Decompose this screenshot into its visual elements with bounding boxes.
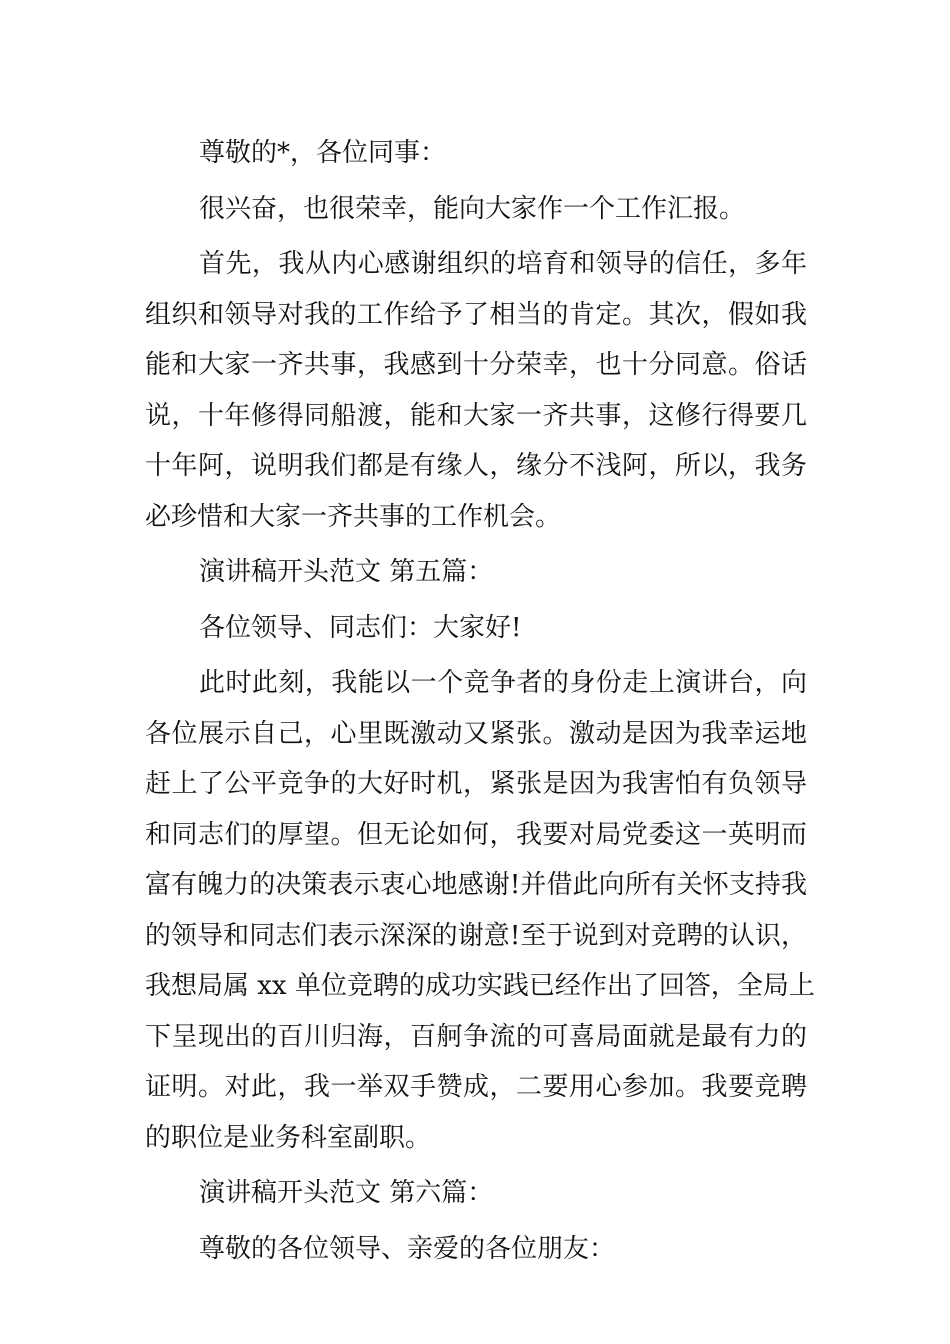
text-line: 能和大家一齐共事，我感到十分荣幸，也十分同意。俗话 bbox=[145, 350, 807, 380]
body-paragraph bbox=[145, 239, 807, 542]
text-line: 十年阿，说明我们都是有缘人，缘分不浅阿，所以，我务 bbox=[145, 451, 807, 481]
text-line: 演讲稿开头范文 第五篇： bbox=[199, 557, 494, 587]
text-line: 首先，我从内心感谢组织的培育和领导的信任，多年 bbox=[199, 249, 807, 279]
text-line: 尊敬的*，各位同事： bbox=[199, 138, 447, 168]
text-line: 各位展示自己，心里既激动又紧张。激动是因为我幸运地 bbox=[145, 718, 807, 749]
greeting-paragraph bbox=[145, 603, 807, 654]
text-line: 必珍惜和大家一齐共事的工作机会。 bbox=[145, 501, 562, 532]
body-paragraph bbox=[145, 658, 815, 1163]
document-body bbox=[145, 128, 815, 1274]
text-line: 说，十年修得同船渡，能和大家一齐共事，这修行得要几 bbox=[145, 400, 807, 431]
section-heading bbox=[145, 1168, 807, 1219]
text-line: 演讲稿开头范文 第六篇： bbox=[199, 1178, 494, 1208]
text-line: 尊敬的各位领导、亲爱的各位朋友： bbox=[199, 1233, 616, 1264]
text-line: 组织和领导对我的工作给予了相当的肯定。其次，假如我 bbox=[145, 299, 807, 330]
salutation-paragraph bbox=[145, 1224, 807, 1275]
text-line: 此时此刻，我能以一个竞争者的身份走上演讲台，向 bbox=[199, 668, 807, 698]
text-line: 的领导和同志们表示深深的谢意!至于说到对竞聘的认识， bbox=[145, 920, 807, 951]
body-paragraph bbox=[145, 184, 807, 235]
text-line: 赶上了公平竞争的大好时机，紧张是因为我害怕有负领导 bbox=[145, 769, 807, 799]
text-line: 富有魄力的决策表示衷心地感谢!并借此向所有关怀支持我 bbox=[145, 870, 807, 900]
text-line: 证明。对此，我一举双手赞成，二要用心参加。我要竞聘 bbox=[145, 1072, 807, 1102]
text-line: 很兴奋，也很荣幸，能向大家作一个工作汇报。 bbox=[199, 193, 746, 224]
text-line: 下呈现出的百川归海，百舸争流的可喜局面就是最有力的 bbox=[145, 1021, 807, 1052]
text-line: 和同志们的厚望。但无论如何，我要对局党委这一英明而 bbox=[145, 819, 807, 850]
salutation-paragraph bbox=[145, 128, 807, 179]
section-heading bbox=[145, 547, 807, 598]
text-line: 的职位是业务科室副职。 bbox=[145, 1122, 432, 1153]
text-line: 我想局属 xx 单位竞聘的成功实践已经作出了回答，全局上 bbox=[145, 971, 815, 1001]
text-line: 各位领导、同志们：大家好! bbox=[199, 612, 522, 643]
